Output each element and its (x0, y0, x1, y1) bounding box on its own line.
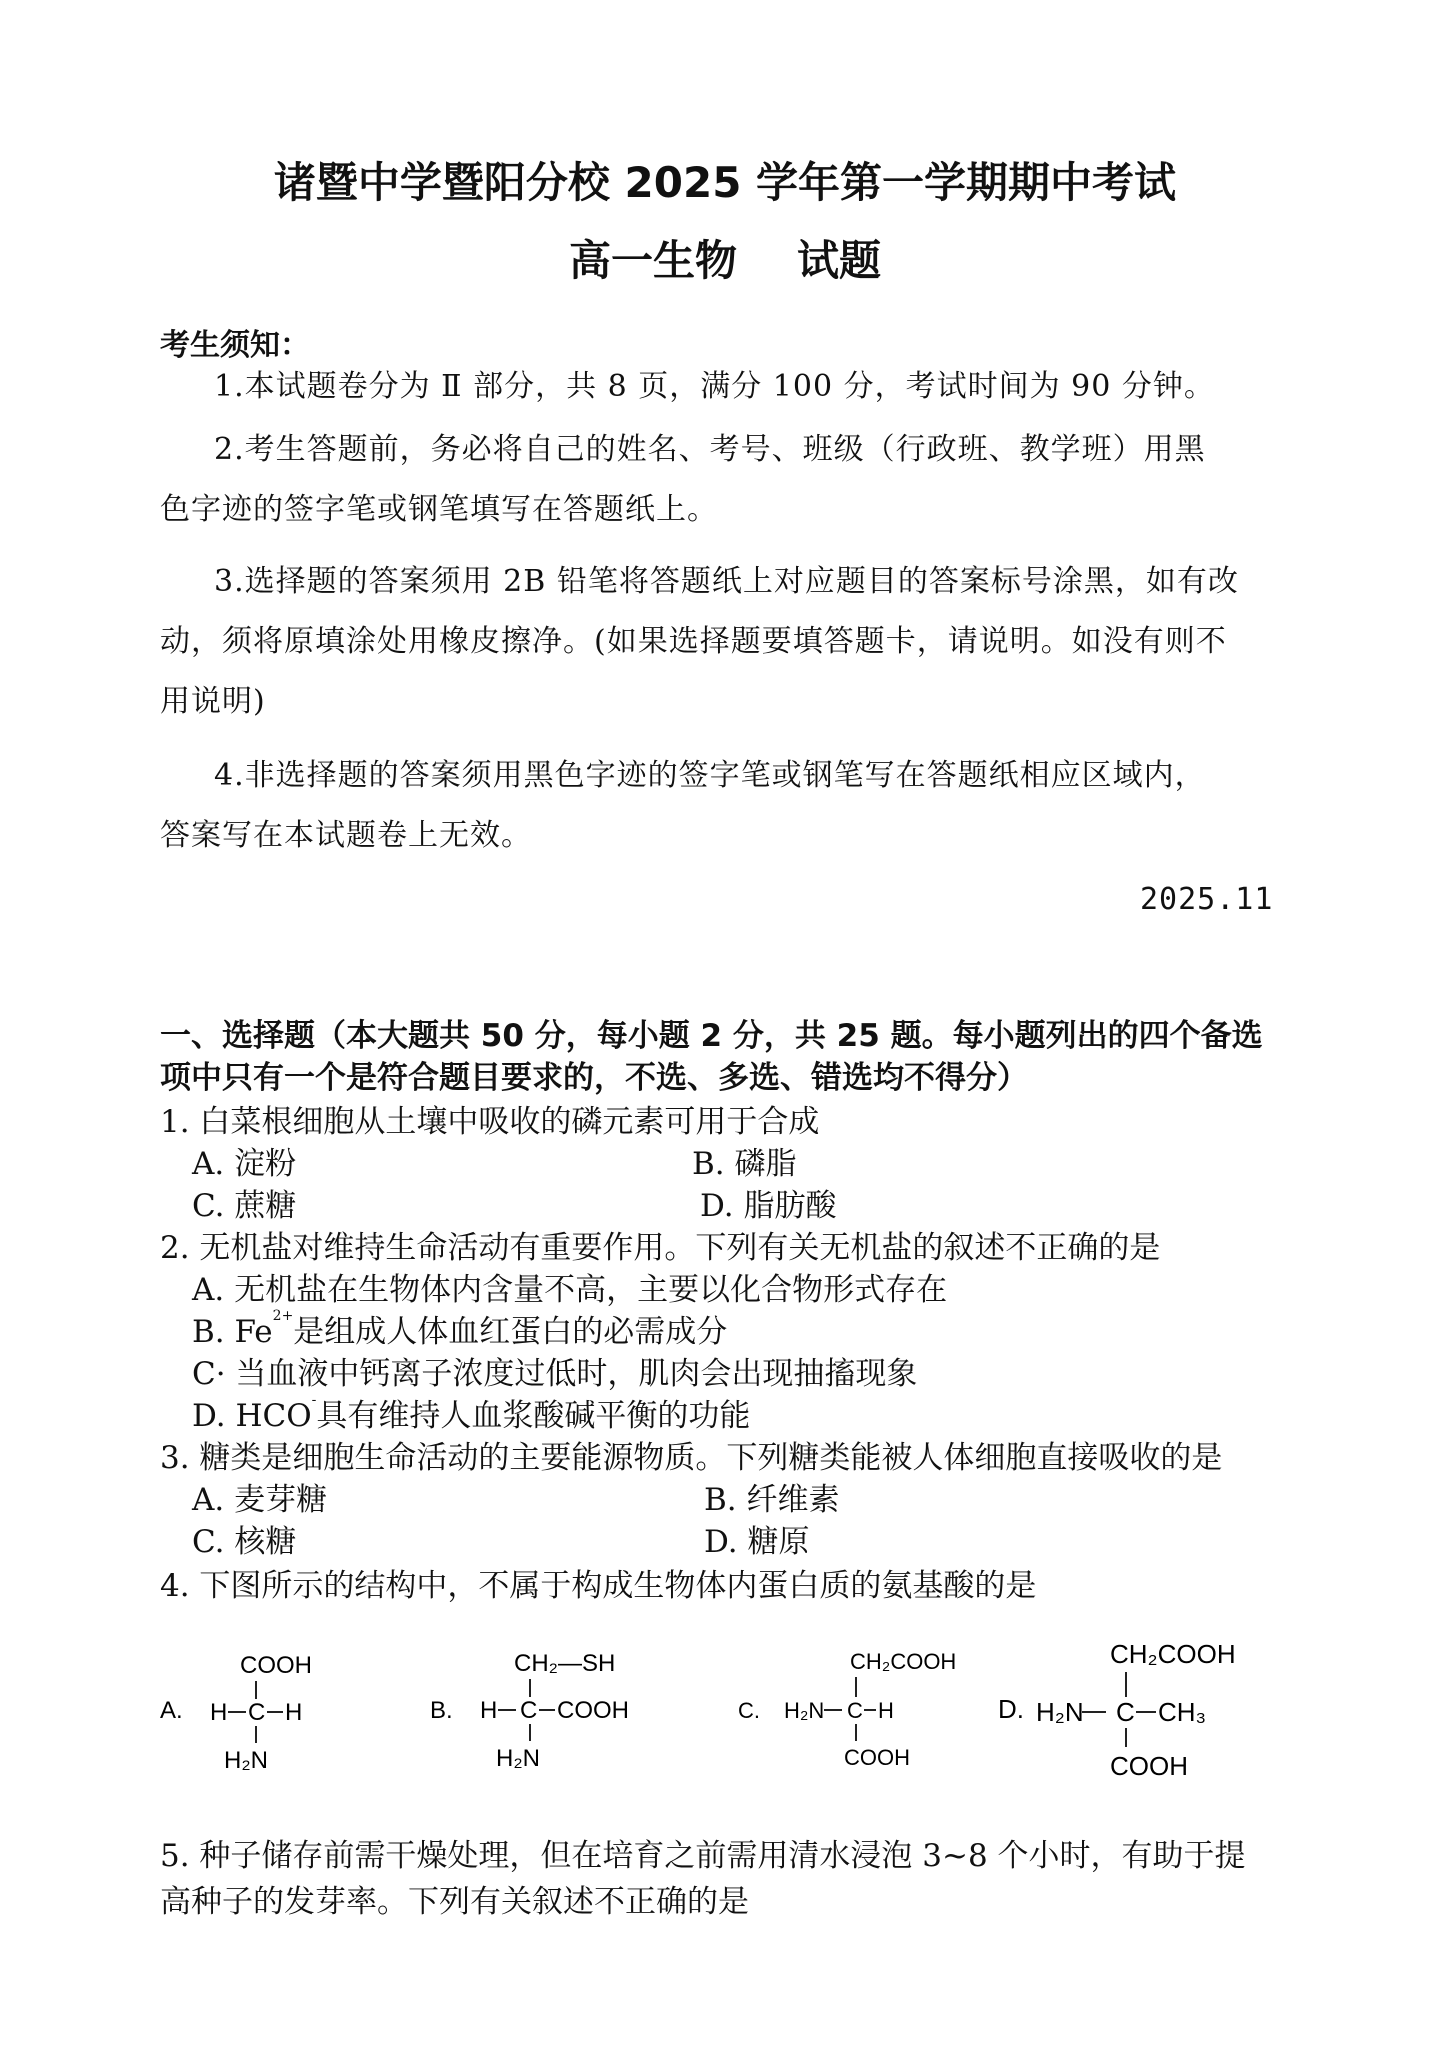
iron-charge: 2+ (272, 1308, 294, 1324)
question-2-option-b (192, 1306, 727, 1351)
question-1-option-c: C. 蔗糖 (192, 1188, 297, 1224)
question-1-option-d: D. 脂肪酸 (700, 1188, 837, 1224)
structure-b-left: H (480, 1697, 498, 1724)
structure-c-label: C. (738, 1698, 760, 1723)
structure-c-right: H (878, 1698, 894, 1723)
question-5-stem-line1: 5. 种子储存前需干燥处理，但在培育之前需用清水浸泡 3~8 个小时，有助于提 (160, 1838, 1246, 1874)
structure-d-left: H₂N (1036, 1697, 1084, 1727)
question-2-stem: 2. 无机盐对维持生命活动有重要作用。下列有关无机盐的叙述不正确的是 (160, 1230, 1161, 1266)
question-1-stem: 1. 白菜根细胞从土壤中吸收的磷元素可用于合成 (160, 1104, 820, 1140)
notice-item-4-line1: 4.非选择题的答案须用黑色字迹的签字笔或钢笔写在答题纸相应区域内， (214, 758, 1206, 793)
option-b-prefix: B. Fe (192, 1314, 273, 1350)
structure-d-center: C (1116, 1697, 1135, 1727)
question-3-option-c: C. 核糖 (192, 1524, 297, 1560)
structure-c-bottom: COOH (844, 1745, 910, 1770)
amino-acid-structures (150, 1625, 1300, 1785)
subject-name: 高一生物 (568, 236, 737, 285)
structure-c-left: H₂N (784, 1698, 825, 1723)
question-2-option-c: C· 当血液中钙离子浓度过低时，肌肉会出现抽搐现象 (192, 1356, 918, 1392)
notice-item-3-line2: 动，须将原填涂处用橡皮擦净。(如果选择题要填答题卡，请说明。如没有则不 (160, 624, 1227, 659)
structure-d-bottom: COOH (1110, 1751, 1188, 1781)
structure-d (998, 1639, 1236, 1781)
exam-date: 2025.11 (1140, 882, 1274, 917)
section-heading-line1: 一、选择题（本大题共 50 分，每小题 2 分，共 25 题。每小题列出的四个备选 (160, 1018, 1263, 1054)
question-3-stem: 3. 糖类是细胞生命活动的主要能源物质。下列糖类能被人体细胞直接吸收的是 (160, 1440, 1223, 1476)
option-b-text: 是组成人体血红蛋白的必需成分 (293, 1314, 728, 1350)
structure-d-right: CH₃ (1158, 1697, 1207, 1727)
question-3-option-a: A. 麦芽糖 (192, 1482, 328, 1518)
question-3-option-d: D. 糖原 (704, 1524, 810, 1560)
section-heading-line2: 项中只有一个是符合题目要求的，不选、多选、错选均不得分） (160, 1060, 1028, 1096)
notice-item-2-line1: 2.考生答题前，务必将自己的姓名、考号、班级（行政班、教学班）用黑 (214, 432, 1206, 467)
option-d-text: 具有维持人血浆酸碱平衡的功能 (316, 1398, 751, 1434)
structure-a-bottom: H₂N (224, 1747, 268, 1774)
question-1-option-b: B. 磷脂 (692, 1146, 797, 1182)
structure-b-label: B. (430, 1697, 453, 1724)
structure-c-center: C (847, 1698, 863, 1723)
notice-item-2-line2: 色字迹的签字笔或钢笔填写在答题纸上。 (160, 492, 718, 527)
question-5-stem-line2: 高种子的发芽率。下列有关叙述不正确的是 (160, 1884, 749, 1920)
notice-heading: 考生须知： (160, 328, 310, 363)
question-2-option-a: A. 无机盐在生物体内含量不高，主要以化合物形式存在 (192, 1272, 948, 1308)
structure-a-left: H (210, 1699, 228, 1726)
exam-title: 诸暨中学暨阳分校 2025 学年第一学期期中考试 (273, 158, 1177, 207)
structure-a (160, 1652, 312, 1774)
question-2-option-d (192, 1390, 750, 1435)
bicarbonate-charge: - (311, 1392, 317, 1408)
structure-d-top: CH₂COOH (1110, 1639, 1236, 1669)
structure-a-label: A. (160, 1697, 183, 1724)
structure-b-right: COOH (557, 1697, 629, 1724)
option-d-prefix: D. HCO (192, 1398, 312, 1434)
exam-subtitle (0, 228, 1450, 288)
subtitle-suffix: 试题 (797, 236, 882, 285)
structure-b (430, 1650, 629, 1772)
notice-item-3-line1: 3.选择题的答案须用 2B 铅笔将答题纸上对应题目的答案标号涂黑，如有改 (214, 564, 1239, 599)
structure-a-top: COOH (240, 1652, 312, 1679)
question-1-option-a: A. 淀粉 (192, 1146, 297, 1182)
structure-b-center: C (520, 1697, 538, 1724)
notice-item-4-line2: 答案写在本试题卷上无效。 (160, 818, 532, 853)
notice-item-3-line3: 用说明) (160, 684, 266, 719)
question-4-stem: 4. 下图所示的结构中，不属于构成生物体内蛋白质的氨基酸的是 (160, 1568, 1037, 1604)
question-3-option-b: B. 纤维素 (704, 1482, 840, 1518)
structure-a-right: H (285, 1699, 303, 1726)
structure-b-bottom: H₂N (496, 1745, 540, 1772)
structure-c (738, 1649, 956, 1770)
structure-b-top: CH₂—SH (514, 1650, 616, 1677)
structure-a-center: C (248, 1699, 266, 1726)
structure-c-top: CH₂COOH (850, 1649, 957, 1674)
notice-item-1: 1.本试题卷分为 Ⅱ 部分，共 8 页，满分 100 分，考试时间为 90 分钟。 (214, 369, 1215, 404)
structure-d-label: D. (998, 1694, 1024, 1724)
